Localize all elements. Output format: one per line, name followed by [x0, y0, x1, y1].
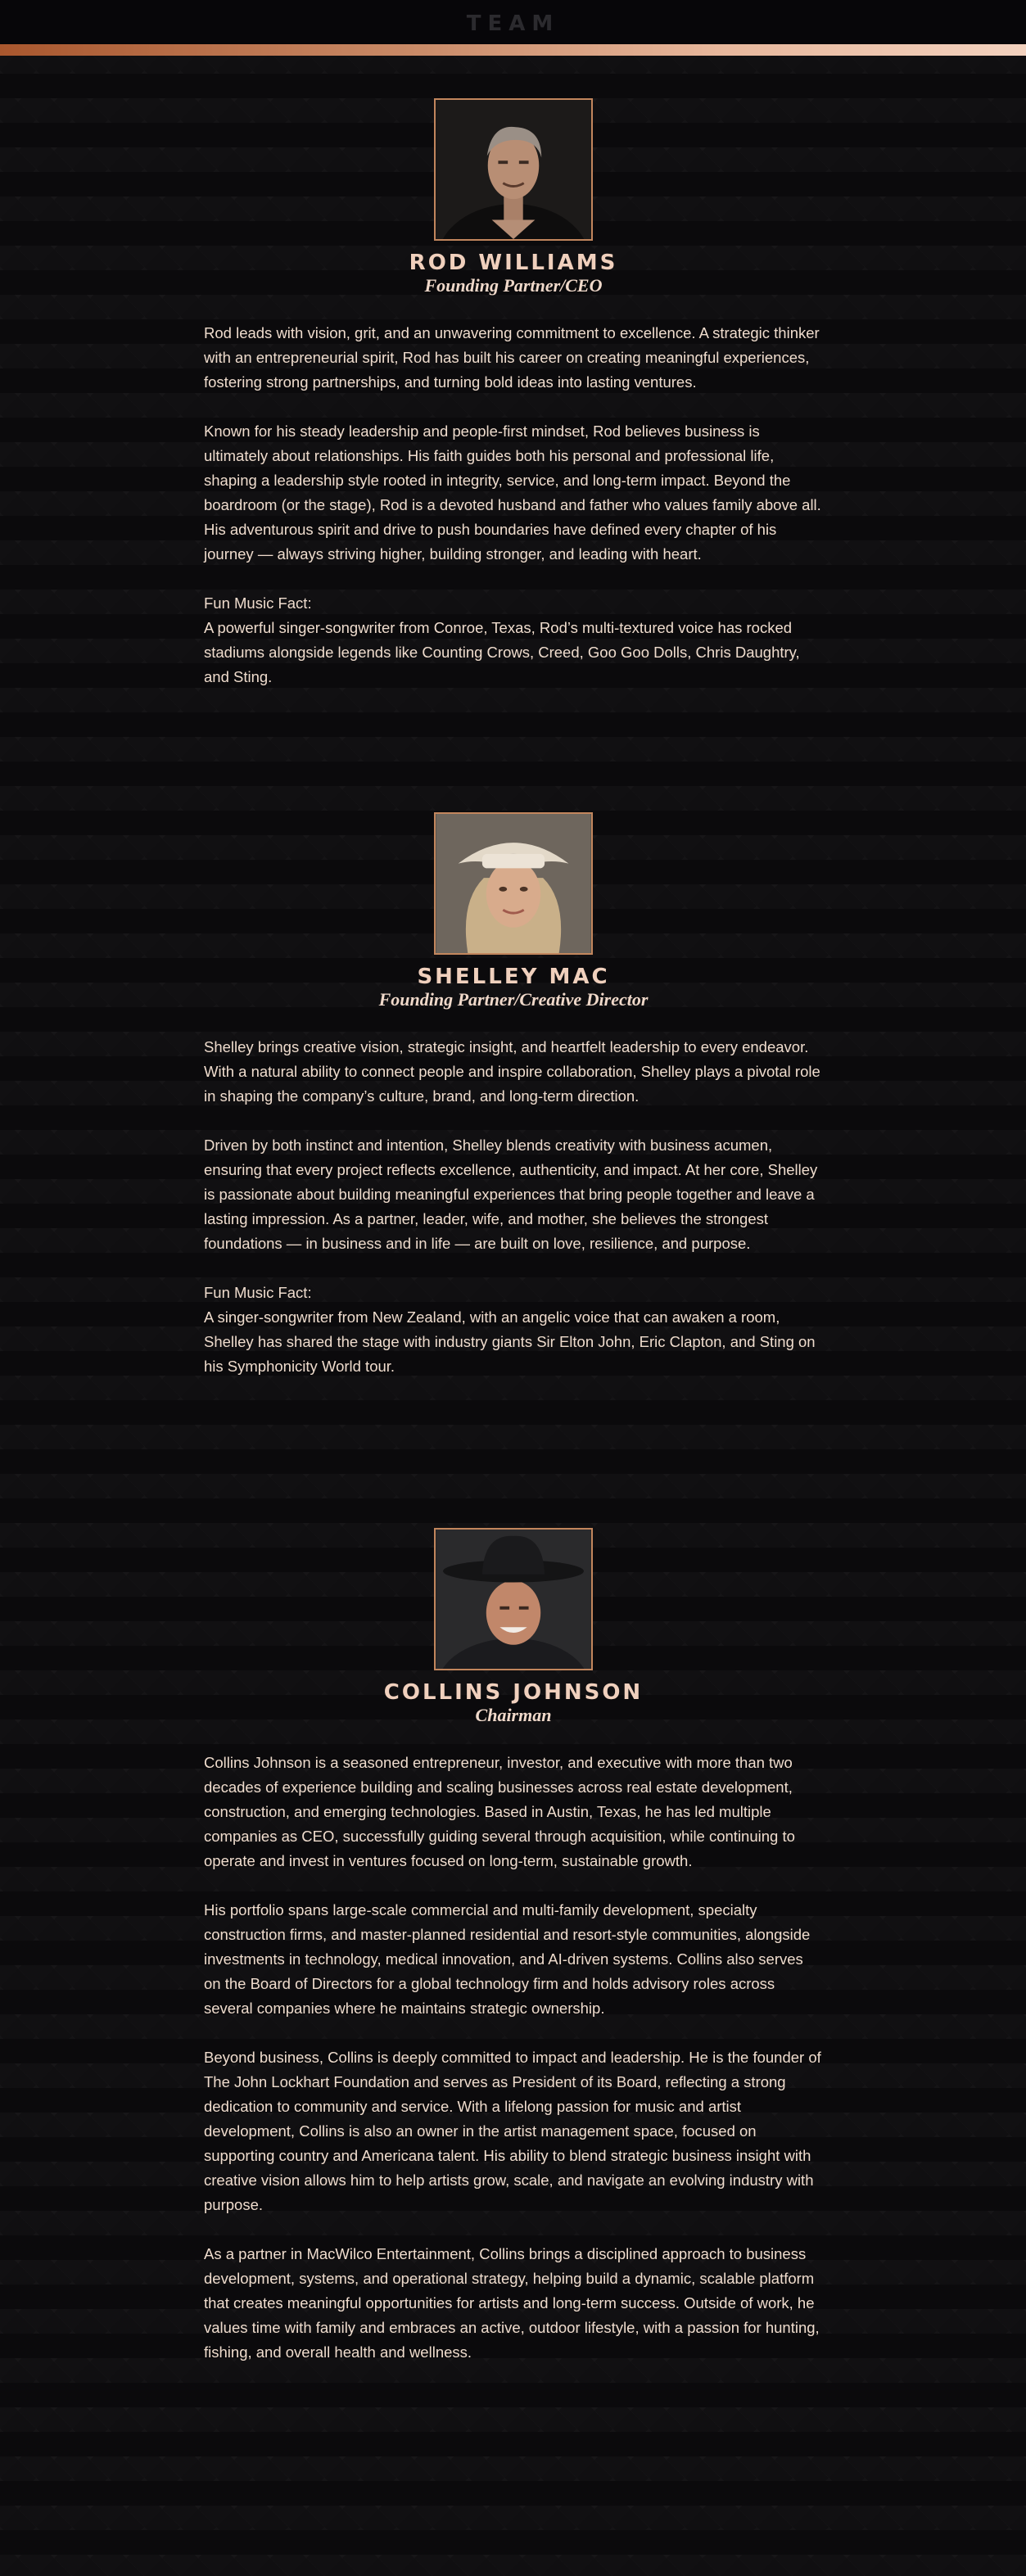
fun-fact-label: Fun Music Fact:: [204, 1284, 312, 1301]
bio-paragraph: Shelley brings creative vision, strategic insight, and heartfelt leadership to every endeavor. With a natural ability to connect people and inspire collaboration, Shelley plays a pivotal role in shaping the company’s culture, brand, and long-term direction.: [204, 1038, 820, 1105]
bio-paragraph: Collins Johnson is a seasoned entrepreneur, investor, and executive with more than two decades of experience building and scaling businesses across real estate development, construction, and emerging technologies. Based in Austin, Texas, he has led multiple companies as CEO, successfully guiding several through acquisition, while continuing to operate and invest in ventures focused on long-term, sustainable growth.: [204, 1754, 795, 1869]
team-member-rod-williams: [204, 98, 823, 714]
bio-paragraph: As a partner in MacWilco Entertainment, Collins brings a disciplined approach to business development, systems, and operational strategy, helping build a dynamic, scalable platform that creates meaningful opportunities for artists and long-term success. Outside of work, he values time with family and embraces an active, outdoor lifestyle, with a passion for hunting, fishing, and overall health and wellness.: [204, 2245, 820, 2361]
member-name: SHELLEY MAC: [417, 965, 610, 989]
member-name: ROD WILLIAMS: [409, 251, 618, 275]
bio-paragraph: Driven by both instinct and intention, Shelley blends creativity with business acumen, ensuring that every project reflects excellence, authenticity, and impact. At her core, Shelley is passionate about building meaningful experiences that bring people together and leave a lasting impression. As a partner, leader, wife, and mother, she believes the strongest foundations — in business and in life — are built on love, resilience, and purpose.: [204, 1137, 818, 1252]
member-role: Chairman: [475, 1705, 552, 1725]
bio-paragraph: His portfolio spans large-scale commercial and multi-family development, specialty construction firms, and master-planned residential and resort-style communities, alongside investments in technology, medical innovation, and AI-driven systems. Collins also serves on the Board of Directors for a global technology firm and holds advisory roles across several companies where he maintains strategic ownership.: [204, 1901, 811, 2017]
bio-paragraph: Known for his steady leadership and people-first mindset, Rod believes business is ultimately about relationships. His faith guides both his personal and professional life, shaping a leadership style rooted in integrity, service, and long-term impact. Beyond the boardroom (or the stage), Rod is a devoted husband and father who values family above all. His adventurous spirit and drive to push boundaries have defined every chapter of his journey — always striving higher, building stronger, and leading with heart.: [204, 423, 821, 563]
portrait-photo: [436, 1530, 591, 1669]
accent-bar: [0, 44, 1026, 56]
member-role: Founding Partner/CEO: [424, 275, 603, 296]
avatar: [434, 812, 593, 955]
team-member-collins-johnson: [204, 1528, 823, 2389]
member-name: COLLINS JOHNSON: [383, 1680, 644, 1705]
bio-paragraph: Rod leads with vision, grit, and an unwavering commitment to excellence. A strategic thinker with an entrepreneurial spirit, Rod has built his career on creating meaningful experiences, fostering strong partnerships, and turning bold ideas into lasting ventures.: [204, 324, 820, 391]
fun-fact-text: A powerful singer-songwriter from Conroe, Texas, Rod’s multi-textured voice has rocked stadiums alongside legends like Counting Crows, Creed, Goo Goo Dolls, Chris Daughtry, and Sting.: [204, 619, 800, 685]
page-title: TEAM: [466, 11, 560, 36]
bio-paragraph: Beyond business, Collins is deeply committed to impact and leadership. He is the founder of The John Lockhart Foundation and serves as President of its Board, reflecting a strong dedication to community and service. With a lifelong passion for music and artist development, Collins is also an owner in the artist management space, focused on supporting country and Americana talent. His ability to blend strategic business insight with creative vision allows him to help artists grow, scale, and navigate an evolving industry with purpose.: [204, 2049, 821, 2213]
top-header: [0, 0, 1026, 44]
avatar: [434, 1528, 593, 1670]
fun-fact-text: A singer-songwriter from New Zealand, with an angelic voice that can awaken a room, Shelley has shared the stage with industry giants Sir Elton John, Eric Clapton, and Sting on his Symphonicity World tour.: [204, 1308, 816, 1375]
fun-fact-label: Fun Music Fact:: [204, 594, 312, 612]
avatar: [434, 98, 593, 241]
member-role: Founding Partner/Creative Director: [378, 989, 649, 1010]
portrait-photo: [436, 100, 591, 239]
team-member-shelley-mac: [204, 812, 823, 1403]
portrait-photo: [436, 814, 591, 953]
